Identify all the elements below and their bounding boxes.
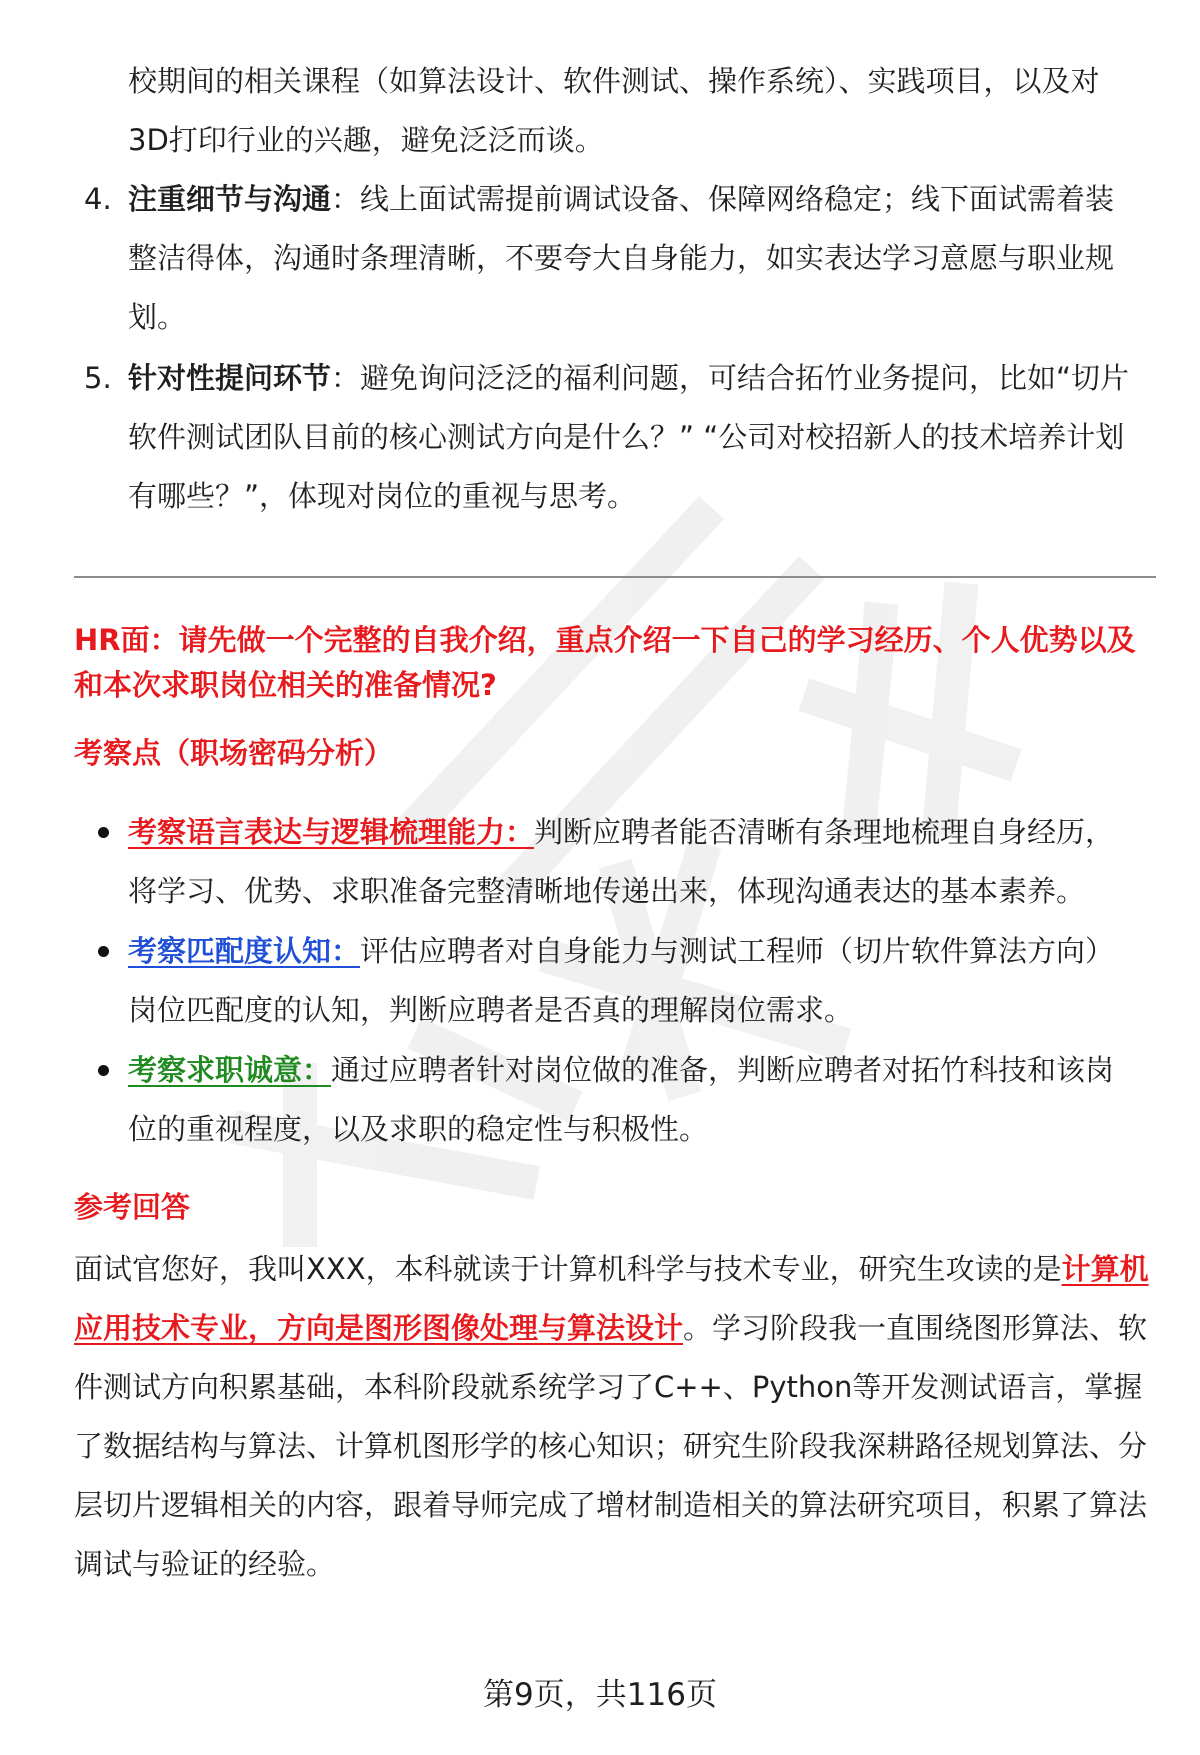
bullet-icon	[98, 1065, 109, 1076]
bullet-icon	[98, 946, 109, 957]
answer-text: 。学习阶段我一直围绕图形算法、软件测试方向积累基础，本科阶段就系统学习了C++、Python等开发测试语言，掌握了数据结构与算法、计算机图形学的核心知识；研究生阶段我深耕路径规划算法、分层切片逻辑相关的内容，跟着导师完成了增材制造相关的算法研究项目，积累了算法调试与验证的经验。	[74, 1311, 1148, 1581]
assessment-keyword: 考察语言表达与逻辑梳理能力：	[128, 815, 535, 849]
assessment-keyword: 考察匹配度认知：	[128, 934, 361, 968]
list-number: 4.	[84, 182, 112, 216]
tip-body	[128, 349, 1138, 526]
answer-highlight: 计算机应用技术专业，方向是图形图像处理与算法设计	[74, 1252, 1149, 1345]
assessment-body	[128, 1041, 1138, 1159]
assessment-body	[128, 803, 1138, 921]
continued-text: 校期间的相关课程（如算法设计、软件测试、操作系统）、实践项目，以及对3D打印行业的兴趣，避免泛泛而谈。	[128, 64, 1100, 157]
assessment-heading: 考察点（职场密码分析）	[74, 736, 394, 770]
bullet-icon	[98, 827, 109, 838]
continued-paragraph	[128, 52, 1138, 170]
assessment-keyword: 考察求职诚意：	[128, 1053, 332, 1087]
section-divider	[74, 576, 1156, 578]
tip-title: 针对性提问环节	[128, 361, 332, 395]
reference-answer	[74, 1240, 1156, 1594]
assessment-text: 判断应聘者能否清晰有条理地梳理自身经历，将学习、优势、求职准备完整清晰地传递出来，体现沟通表达的基本素养。	[128, 815, 1115, 908]
assessment-text: 评估应聘者对自身能力与测试工程师（切片软件算法方向）岗位匹配度的认知，判断应聘者是否真的理解岗位需求。	[128, 934, 1115, 1027]
interview-question: HR面：请先做一个完整的自我介绍，重点介绍一下自己的学习经历、个人优势以及和本次求职岗位相关的准备情况?	[74, 623, 1136, 702]
tip-title: 注重细节与沟通	[128, 182, 332, 216]
assessment-text: 通过应聘者针对岗位做的准备，判断应聘者对拓竹科技和该岗位的重视程度，以及求职的稳定性与积极性。	[128, 1053, 1115, 1146]
tip-text: ：避免询问泛泛的福利问题，可结合拓竹业务提问，比如“切片软件测试团队目前的核心测试方向是什么？” “公司对校招新人的技术培养计划有哪些？”，体现对岗位的重视与思考。	[128, 361, 1130, 513]
reference-heading: 参考回答	[74, 1190, 191, 1224]
tip-body	[128, 170, 1138, 347]
list-number: 5.	[84, 361, 112, 395]
answer-text: 面试官您好，我叫XXX，本科就读于计算机科学与技术专业，研究生攻读的是	[74, 1252, 1062, 1286]
assessment-body	[128, 922, 1138, 1040]
tip-text: ：线上面试需提前调试设备、保障网络稳定；线下面试需着装整洁得体，沟通时条理清晰，不要夸大自身能力，如实表达学习意愿与职业规划。	[128, 182, 1115, 334]
page-footer: 第9页，共116页	[483, 1677, 717, 1713]
